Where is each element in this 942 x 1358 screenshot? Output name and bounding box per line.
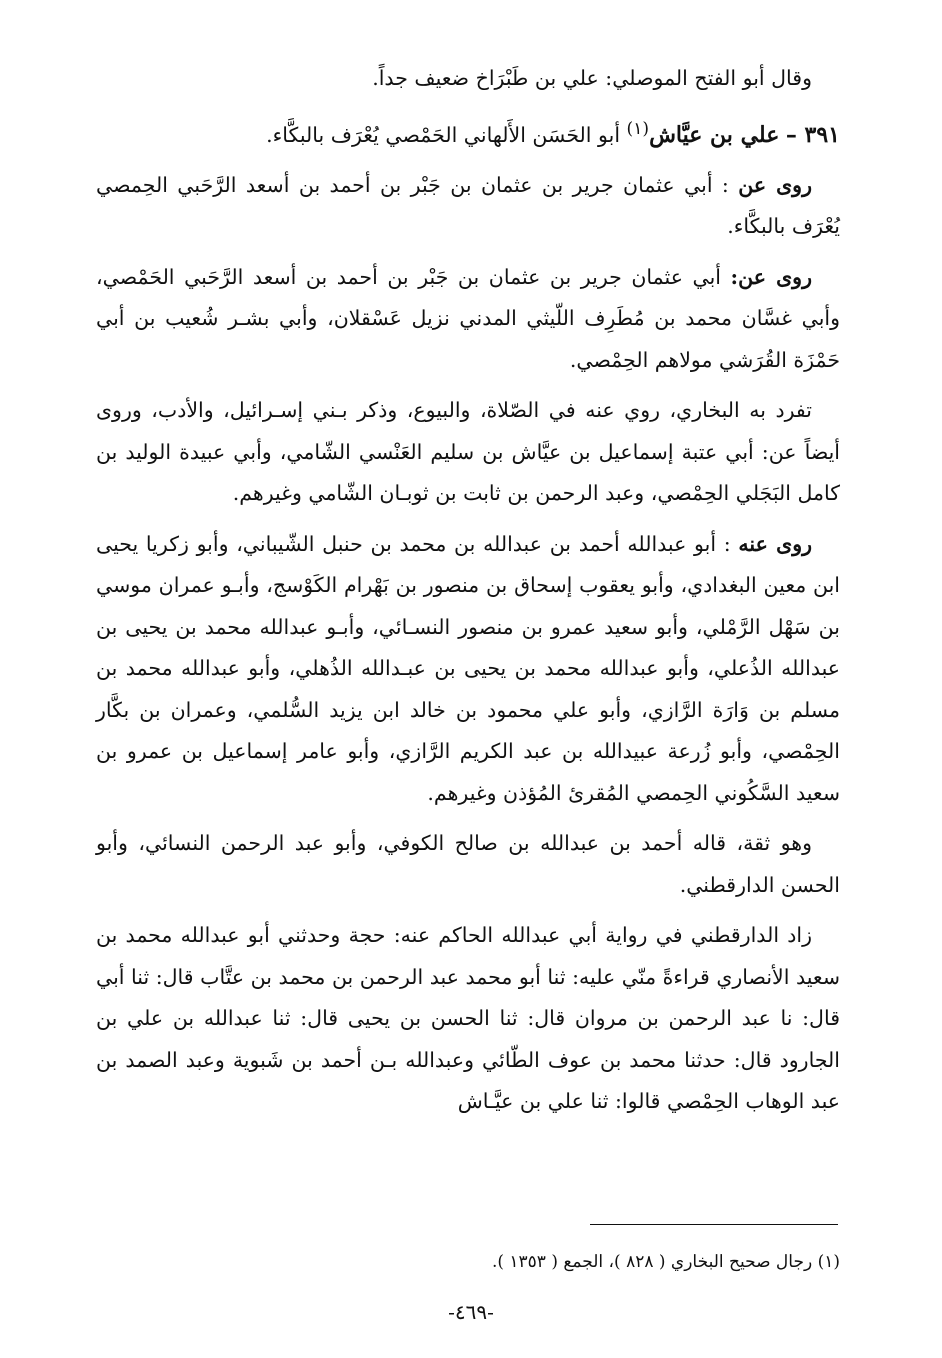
entry-name: علي بن عيَّاش (649, 121, 780, 148)
footnote-divider (590, 1224, 838, 1225)
paragraph-daraqutni: زاد الدارقطني في رواية أبي عبدالله الحاكم عنه: حجة وحدثني أبو عبدالله محمد بن سعيد الأنصاري قراءةً منّي عليه: ثنا أبو محمد عبد الرحمن بن محمد بن عتَّاب قال: ثنا أبي قال: نا عبد الرحمن بن مروان قال: ثنا الحسن بن يحيى قال: ثنا عبدالله بن علي بن الجارود قال: حدثنا محمد بن عوف الطّائي وعبدالله بـن أحمد بن شَبوية وعبد الصمد بن عبد الوهاب الحِمْصي قالوا: ثنا علي بن عيَّـاش (96, 923, 840, 1114)
paragraph-lead: روى عن: (730, 264, 812, 289)
paragraph-lead: روى عنه (738, 531, 813, 556)
entry-heading (96, 109, 840, 156)
paragraph-narrated-from-2 (96, 257, 840, 382)
paragraph-bukhari: تفرد به البخاري، روي عنه في الصّلاة، والبيوع، وذكر بـني إسـرائيل، والأدب، وروى أيضاً عن: أبي عتبة إسماعيل بن عيَّاش بن سليم العَنْسي الشّامي، وأبي عبيدة الوليد بن كامل البَجَلي الحِمْصي، وعبد الرحمن بن ثابت بن ثوبـان الشّامي وغيرهم. (96, 398, 840, 506)
paragraph-narrated-from-1 (96, 165, 840, 248)
quote-line: وقال أبو الفتح الموصلي: علي بن طَبْرَاخ ضعيف جداً. (372, 66, 812, 90)
paragraph-narrated-by (96, 524, 840, 815)
entry-description: أبو الحَسَن الأَلهاني الحَمْصي يُعْرَف بالبكَّاء. (266, 122, 621, 147)
footnote-ref: (١) (626, 118, 650, 139)
main-text (96, 58, 840, 1132)
paragraph-text: : أبو عبدالله أحمد بن عبدالله بن محمد بن حنبل الشّيباني، وأبو زكريا يحيى ابن معين البغدادي، وأبو يعقوب إسحاق بن منصور بن بَهْرام الكَوْسج، وأبـو عمران موسي بن سَهْل الرَّمْلي، وأبو سعيد عمرو بن منصور النسـائي، وأبـو عبدالله محمد بن يحيى بن عبدالله الذُعلي، وأبو عبدالله محمد بن يحيى بن عبـدالله الذُهلي، وأبو عبدالله محمد بن مسلم بن وَارَة الرَّازي، وأبو علي محمود بن خالد ابن يزيد السُّلمي، وعمران بن بكَّار الحِمْصي، وأبو زُرعة عبيدالله بن عبد الكريم الرَّازي، وأبو عامر إسماعيل بن عمرو بن سعيد السَّكُوني الحِمصي المُقرئ المُؤذن وغيرهم. (96, 531, 840, 805)
paragraph-lead: روى عن (738, 172, 812, 197)
paragraph-trust: وهو ثقة، قاله أحمد بن عبدالله بن صالح الكوفي، وأبو عبد الرحمن النسائي، وأبو الحسن الدارقطني. (96, 831, 840, 897)
paragraph-text: أبي عثمان جرير بن عثمان بن جَبْر بن أحمد بن أسعد الرَّحَبي الحَمْصي، وأبي غسَّان محمد بن مُطَرِف اللّيثي المدني نزيل عَسْقلان، وأبي بشـر شُعيب بن أبي حَمْزَة القُرَشي مولاهم الحِمْصي. (96, 264, 840, 372)
page-number: -٤٦٩- (448, 1300, 494, 1324)
entry-number: ٣٩١ – (785, 121, 840, 148)
footnote: (١) رجال صحيح البخاري ( ٨٢٨ )، الجمع ( ١٣٥٣ ). (491, 1252, 840, 1272)
paragraph-text: : أبي عثمان جرير بن عثمان بن جَبْر بن أحمد بن أسعد الرَّحَبي الحِمصي يُعْرَف بالبكَّاء. (96, 172, 840, 239)
